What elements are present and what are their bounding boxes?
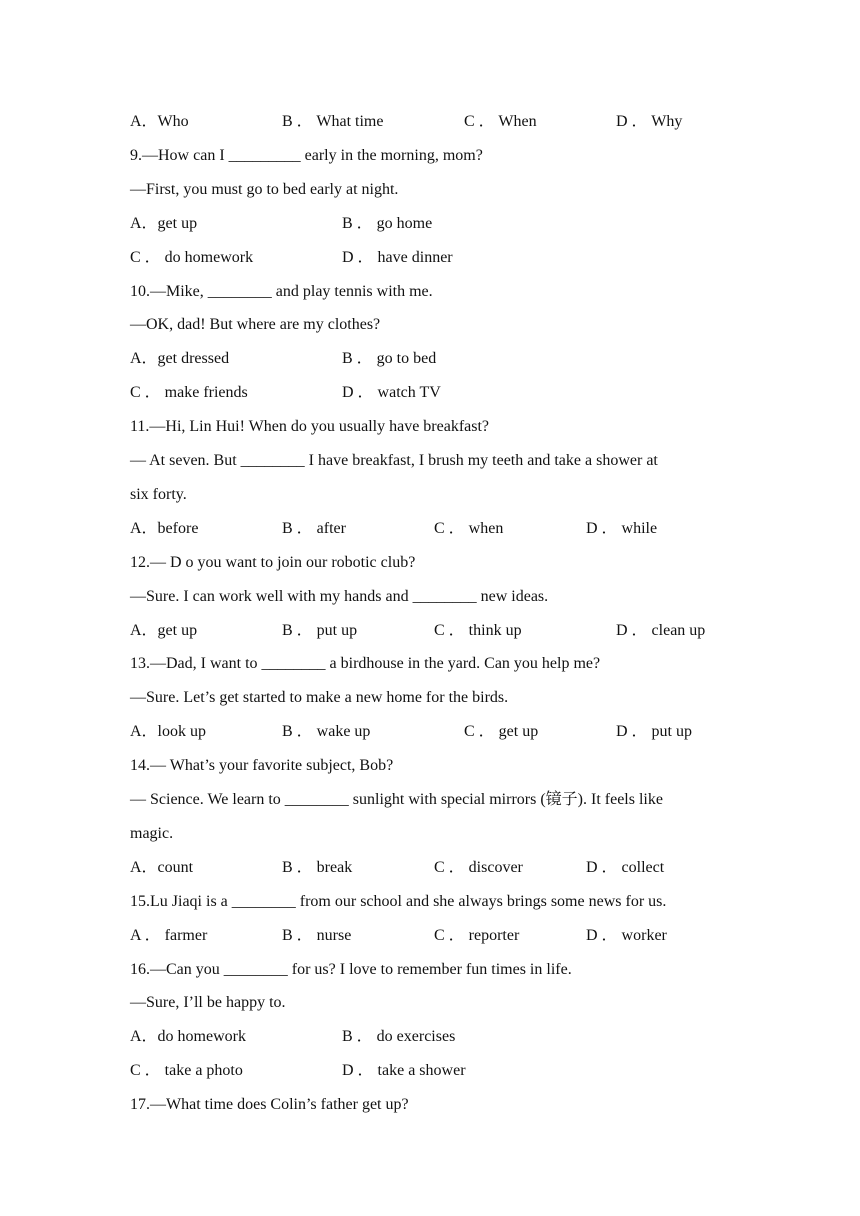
answer-option: D ． collect [586,858,665,876]
answer-option: A．before [130,519,199,537]
question-line: magic. [130,824,174,842]
answer-option: D ． clean up [616,621,706,639]
answer-option: D ． take a shower [342,1062,466,1080]
question-line: six forty. [130,485,187,503]
question-line: 17.—What time does Colin’s father get up? [130,1096,409,1114]
question-line: 16.—Can you ________ for us? I love to remember fun times in life. [130,960,572,978]
answer-option: B ． put up [282,621,358,639]
answer-option: B ． wake up [282,723,371,741]
answer-option: D ． Why [616,113,683,130]
question-line: 10.—Mike, ________ and play tennis with me. [130,282,433,300]
answer-option: D ． worker [586,926,667,944]
answer-option: C ． discover [434,858,523,876]
answer-option: A．get dressed [130,350,230,368]
question-line: 11.—Hi, Lin Hui! When do you usually have breakfast? [130,418,490,436]
answer-option: B ． do exercises [342,1028,456,1046]
answer-option: A ． farmer [130,926,208,944]
answer-option: C ． get up [464,723,539,741]
question-line: —Sure. Let’s get started to make a new home for the birds. [130,689,509,707]
question-line: 14.— What’s your favorite subject, Bob? [130,757,394,775]
answer-option: B ． What time [282,113,384,130]
answer-option: C ． do homework [130,248,254,266]
answer-option: B ． go home [342,214,433,232]
question-line: —Sure. I can work well with my hands and ________ new ideas. [130,587,549,605]
answer-option: D ． put up [616,723,693,741]
answer-option: A．get up [130,214,198,232]
question-line: 15.Lu Jiaqi is a ________ from our school and she always brings some news for us. [130,892,667,910]
answer-option: C ． think up [434,621,522,639]
answer-option: C ． when [434,519,504,537]
question-line: 13.—Dad, I want to ________ a birdhouse in the yard. Can you help me? [130,655,601,673]
answer-option: D ． while [586,519,658,537]
answer-option: C ． make friends [130,384,248,402]
answer-option: D ． have dinner [342,248,453,266]
answer-option: A．look up [130,723,207,741]
question-line: 12.— D o you want to join our robotic club? [130,553,416,571]
answer-option: B ． after [282,519,346,537]
answer-option: D ． watch TV [342,384,441,402]
answer-option: C ． reporter [434,926,520,944]
answer-option: A．count [130,858,194,876]
answer-option: B ． nurse [282,926,352,944]
answer-option: A．do homework [130,1028,246,1046]
answer-option: A．get up [130,621,198,639]
answer-option: B ． break [282,858,353,876]
answer-option: C ． take a photo [130,1062,243,1080]
question-line: —Sure, I’ll be happy to. [130,994,286,1012]
question-line: —First, you must go to bed early at night. [130,180,399,198]
question-line: — Science. We learn to ________ sunlight with special mirrors (镜子). It feels like [130,791,663,808]
answer-option: C ． When [464,113,537,130]
question-line: — At seven. But ________ I have breakfast, I brush my teeth and take a shower at [130,452,658,469]
question-line: —OK, dad! But where are my clothes? [130,316,381,334]
question-line: 9.—How can I _________ early in the morning, mom? [130,146,483,164]
answer-option: B ． go to bed [342,350,437,368]
answer-option: A．Who [130,113,189,130]
